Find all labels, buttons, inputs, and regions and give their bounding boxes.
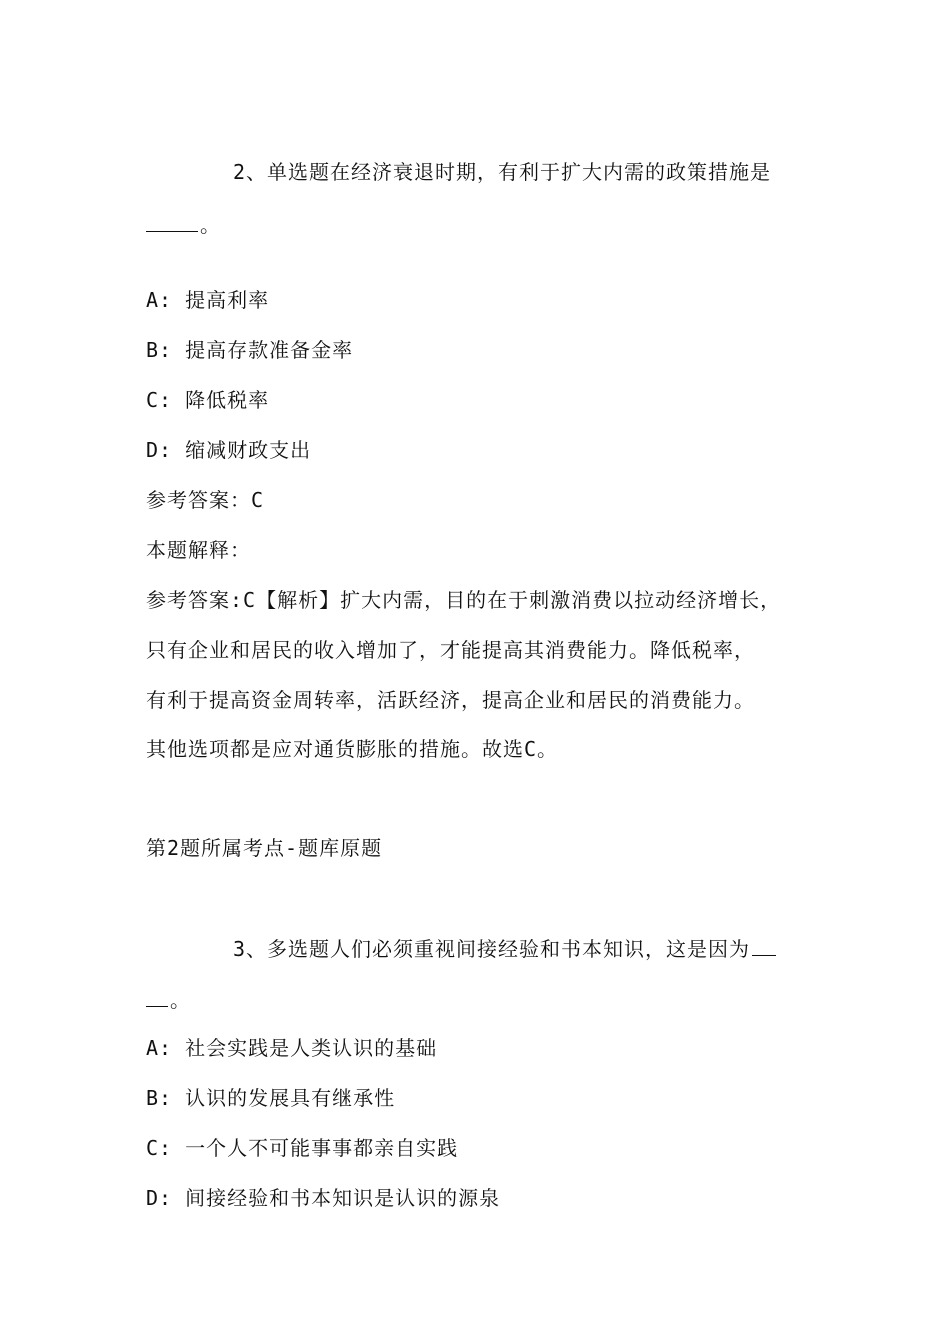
explanation-line: 只有企业和居民的收入增加了，才能提高其消费能力。降低税率， xyxy=(146,638,755,662)
explanation-title: 本题解释： xyxy=(146,538,251,562)
reference-answer: 参考答案：C xyxy=(146,488,265,512)
option-a: A: 社会实践是人类认识的基础 xyxy=(146,1036,438,1060)
option-c: C: 降低税率 xyxy=(146,388,270,412)
option-a: A: 提高利率 xyxy=(146,288,270,312)
explanation-line: 参考答案:C【解析】扩大内需，目的在于刺激消费以拉动经济增长， xyxy=(146,588,782,612)
question-3-stem: 3、多选题人们必须重视间接经验和书本知识，这是因为 xyxy=(233,935,778,963)
option-b: B: 提高存款准备金率 xyxy=(146,338,354,362)
option-c: C: 一个人不可能事事都亲自实践 xyxy=(146,1136,459,1160)
answer-blank xyxy=(752,937,776,956)
question-3-stem-continuation: 。 xyxy=(146,986,191,1014)
option-d: D: 间接经验和书本知识是认识的源泉 xyxy=(146,1186,501,1210)
answer-blank xyxy=(146,213,198,232)
topic-label: 第2题所属考点-题库原题 xyxy=(146,836,383,860)
question-2-stem: 2、单选题在经济衰退时期，有利于扩大内需的政策措施是 xyxy=(233,160,772,184)
answer-blank xyxy=(146,988,168,1007)
explanation-line: 其他选项都是应对通货膨胀的措施。故选C。 xyxy=(146,737,559,761)
option-b: B: 认识的发展具有继承性 xyxy=(146,1086,396,1110)
question-2-stem-continuation: 。 xyxy=(146,211,221,239)
explanation-line: 有利于提高资金周转率，活跃经济，提高企业和居民的消费能力。 xyxy=(146,688,755,712)
option-d: D: 缩减财政支出 xyxy=(146,438,312,462)
